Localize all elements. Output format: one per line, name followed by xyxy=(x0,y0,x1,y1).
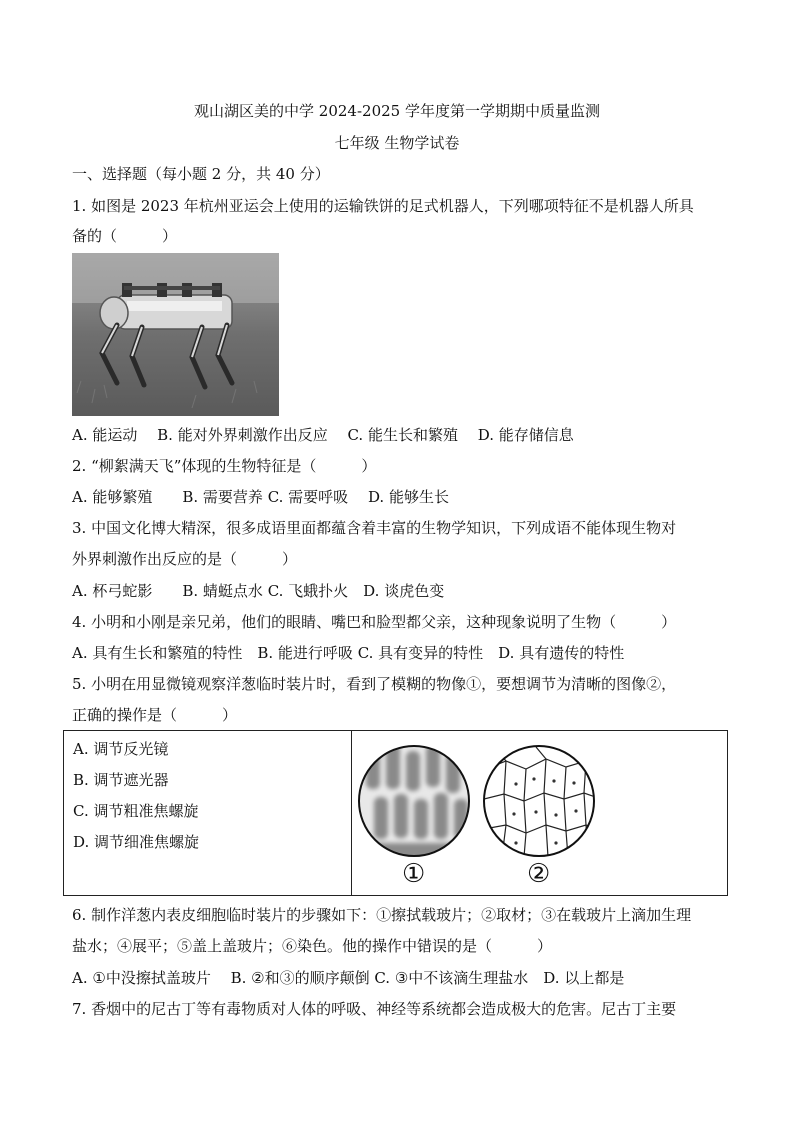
q3-stem-line2: 外界刺激作出反应的是（ ） xyxy=(72,550,298,568)
table-divider xyxy=(351,731,352,895)
q5-stem-line2: 正确的操作是（ ） xyxy=(72,706,238,724)
section-heading: 一、选择题（每小题 2 分，共 40 分） xyxy=(72,165,330,183)
q1-stem-line1: 1. 如图是 2023 年杭州亚运会上使用的运输铁饼的足式机器人，下列哪项特征不是机器人所具 xyxy=(72,197,694,215)
q4-stem: 4. 小明和小刚是亲兄弟，他们的眼睛、嘴巴和脸型都父亲，这种现象说明了生物（ ） xyxy=(72,613,677,631)
exam-subtitle: 七年级 生物学试卷 xyxy=(334,134,460,152)
q2-options: A. 能够繁殖 B. 需要营养 C. 需要呼吸 D. 能够生长 xyxy=(72,488,449,506)
microscope-images xyxy=(356,739,726,891)
q5-table xyxy=(63,730,728,896)
q2-stem: 2. “柳絮满天飞”体现的生物特征是（ ） xyxy=(72,457,377,475)
q3-stem-line1: 3. 中国文化博大精深，很多成语里面都蕴含着丰富的生物学知识，下列成语不能体现生物对 xyxy=(72,519,677,537)
q5-option-b: B. 调节遮光器 xyxy=(73,771,169,789)
exam-title: 观山湖区美的中学 2024-2025 学年度第一学期期中质量监测 xyxy=(194,102,600,120)
image-label-1: ① xyxy=(402,859,426,889)
q5-option-d: D. 调节细准焦螺旋 xyxy=(73,833,200,851)
clear-cell-image xyxy=(481,739,601,859)
q4-options: A. 具有生长和繁殖的特性 B. 能进行呼吸 C. 具有变异的特性 D. 具有遗传的特性 xyxy=(72,644,625,662)
robot-dog-photo xyxy=(72,253,279,416)
q6-options: A. ①中没擦拭盖玻片 B. ②和③的顺序颠倒 C. ③中不该滴生理盐水 D. 以上都是 xyxy=(72,969,625,987)
blurry-cell-image xyxy=(356,739,476,863)
q6-stem-line1: 6. 制作洋葱内表皮细胞临时装片的步骤如下：①擦拭载玻片；②取材；③在载玻片上滴加生理 xyxy=(72,906,692,924)
image-label-2: ② xyxy=(527,859,551,889)
q5-option-c: C. 调节粗准焦螺旋 xyxy=(73,802,199,820)
q3-options: A. 杯弓蛇影 B. 蜻蜓点水 C. 飞蛾扑火 D. 谈虎色变 xyxy=(72,582,445,600)
q5-option-a: A. 调节反光镜 xyxy=(73,740,169,758)
q1-stem-line2: 备的（ ） xyxy=(72,227,178,245)
q6-stem-line2: 盐水；④展平；⑤盖上盖玻片；⑥染色。他的操作中错误的是（ ） xyxy=(72,937,553,955)
q1-options: A. 能运动 B. 能对外界刺激作出反应 C. 能生长和繁殖 D. 能存储信息 xyxy=(72,426,574,444)
q7-stem-line1: 7. 香烟中的尼古丁等有毒物质对人体的呼吸、神经等系统都会造成极大的危害。尼古丁主要 xyxy=(72,1000,677,1018)
q5-stem-line1: 5. 小明在用显微镜观察洋葱临时装片时，看到了模糊的物像①，要想调节为清晰的图像②， xyxy=(72,675,677,693)
